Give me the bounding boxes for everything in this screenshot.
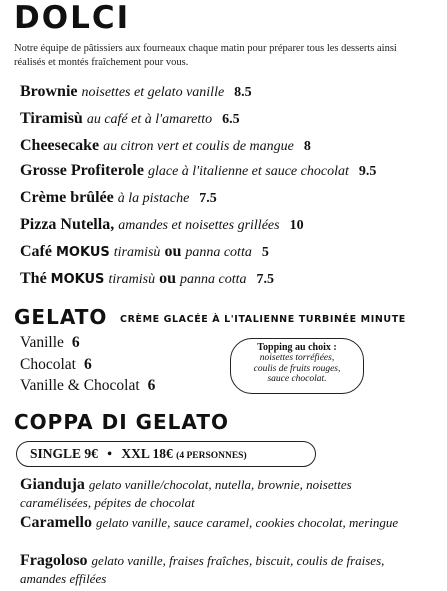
item-name: Gianduja [20,476,85,493]
item-name: Vanille [20,334,64,351]
item-name: Café [20,243,52,260]
menu-item [20,242,269,263]
item-desc: noisettes et gelato vanille [81,85,225,100]
page-title: DOLCI [14,0,131,36]
menu-item [20,109,240,130]
item-desc: gelato vanille, sauce caramel, cookies chocolat, meringue [95,515,399,530]
item-desc: au café et à l'amaretto [86,112,213,127]
bullet: • [107,446,113,461]
menu-item [20,82,252,103]
xxl-price: XXL 18€ [121,446,173,461]
item-price: 6 [83,356,92,373]
item-price: 7.5 [199,191,217,206]
item-name: Vanille & Chocolat [20,377,140,394]
item-name: Crème brûlée [20,189,114,206]
item-price: 8.5 [234,85,252,100]
topping-line: noisettes torréfiées, [259,353,335,363]
item-desc: tiramisù [108,272,156,287]
item-desc: amandes et noisettes grillées [118,218,280,233]
topping-title: Topping au choix : [257,342,337,353]
menu-item [20,215,304,236]
item-desc: tiramisù [113,245,161,260]
single-price: SINGLE 9€ [30,446,98,461]
item-desc: gelato vanille, fraises fraîches, biscuit, coulis de fraises, amandes effilées [20,553,385,586]
menu-item [20,161,376,182]
topping-line: coulis de fruits rouges, [253,363,341,374]
gelato-item [20,355,92,375]
section-title-coppa: COPPA DI GELATO [14,410,229,434]
item-price: 9.5 [358,164,377,179]
item-price: 5 [261,245,269,260]
item-price: 6.5 [222,112,240,127]
item-name: Pizza Nutella, [20,216,115,233]
gelato-item [20,376,155,396]
brand-name: MOKUS [55,245,110,260]
item-desc: gelato vanille/chocolat, nutella, brownie, noisettes caramélisées, pépites de chocolat [20,477,352,510]
item-price: 6 [71,334,80,351]
item-price: 6 [147,377,156,394]
menu-item [20,136,311,157]
brand-name: MOKUS [50,272,105,287]
item-desc: panna cotta [185,245,252,260]
coppa-item [20,476,425,512]
item-name: Tiramisù [20,110,83,127]
section-subtitle-gelato: CRÈME GLACÉE À L'ITALIENNE TURBINÉE MINUTE [120,314,406,325]
item-desc: glace à l'italienne et sauce chocolat [147,164,349,179]
item-price: 8 [303,139,311,154]
intro-text: Notre équipe de pâtissiers aux fourneaux chaque matin pour préparer tous les desserts ainsi réalisés et montés fraîchement pour vous. [14,43,397,68]
section-title-gelato: GELATO [14,305,108,329]
item-name: Brownie [20,83,78,100]
item-name: Cheesecake [20,137,100,154]
menu-item [20,188,217,209]
size-price-pill [16,441,316,467]
item-name: Grosse Profiterole [20,162,144,179]
item-desc: à la pistache [117,191,190,206]
item-name: Chocolat [20,356,76,373]
item-name: Thé [20,270,47,287]
coppa-item [20,552,425,588]
item-conj: ou [159,270,177,287]
coppa-item [20,514,425,532]
item-conj: ou [164,243,182,260]
menu-item [20,269,274,290]
item-price: 10 [289,218,304,233]
item-name: Caramello [20,514,92,531]
topping-box [230,338,364,394]
item-price: 7.5 [256,272,275,287]
item-name: Fragoloso [20,552,88,569]
xxl-note: (4 PERSONNES) [176,451,247,461]
topping-line: sauce chocolat. [267,374,327,384]
item-desc: panna cotta [180,272,247,287]
item-desc: au citron vert et coulis de mangue [103,139,294,154]
gelato-item [20,333,80,353]
